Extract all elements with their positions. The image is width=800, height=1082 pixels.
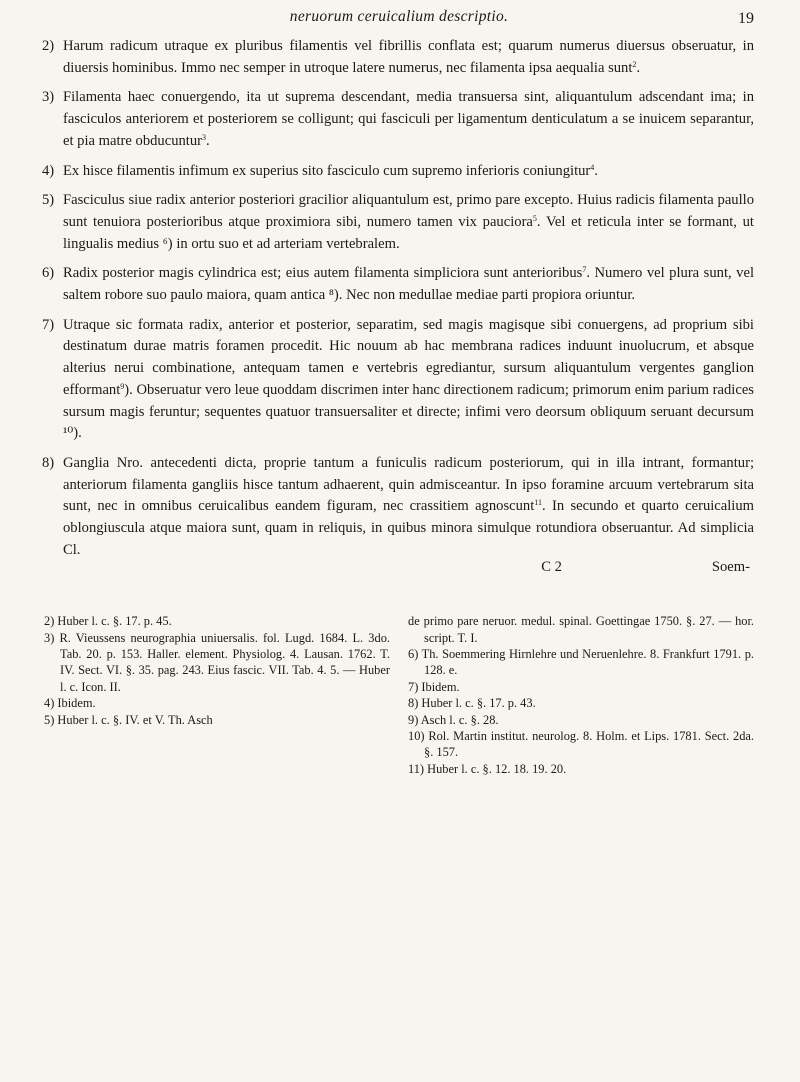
paragraph-tail: . — [636, 59, 641, 76]
footnote: 7) Ibidem. — [408, 679, 460, 694]
page-header — [44, 8, 754, 36]
footnote: 2) Huber l. c. §. 17. p. 45. — [44, 614, 172, 629]
signature-mark: C 2 — [541, 559, 562, 576]
footnote-ref: 2 — [632, 59, 637, 69]
paragraph-number: 7) — [42, 316, 55, 333]
paragraph-text: Ganglia Nro. antecedenti dicta, proprie tantum a funiculis radicum posteriorum, qui in illa intrant, formantur; anteriorum filamenta gangliis hisce tantum adhaerent, quin admisceantur. In ipso foramine arcuum vertebrarum sita sunt, nec in omnibus ceruicalibus eandem figuram, nec crassitiem agnoscunt — [63, 454, 754, 515]
footnote: 10) Rol. Martin institut. neurolog. 8. Holm. et Lips. 1781. Sect. 2da. §. 157. — [408, 729, 754, 760]
paragraph-5 — [44, 190, 754, 255]
paragraph-3 — [44, 87, 754, 152]
paragraph-tail: . Vel et reticula inter se formant, ut lingualis medius ⁶) in ortu suo et ad arteriam vertebralem. — [63, 213, 754, 252]
main-text — [44, 36, 754, 579]
paragraph-7 — [44, 315, 754, 445]
footnote-ref: 7 — [582, 265, 587, 275]
paragraph-8 — [44, 453, 754, 562]
paragraph-text: Radix posterior magis cylindrica est; eius autem filamenta simpliciora sunt anterioribus — [63, 265, 583, 282]
paragraph-number: 3) — [42, 89, 55, 106]
footnote-ref: 9 — [120, 381, 125, 391]
footnote-ref: 5 — [532, 213, 537, 223]
paragraph-text: Filamenta haec conuergendo, ita ut suprema descendant, media transuersa sint, aliquantulum adscendant ima; in fasciculos anteriorem et posteriorem se colligunt; qui fasciculi per ligamentum denticulatum a se inuicem separantur, et pia matre obducuntur — [63, 89, 754, 149]
paragraph-number: 4) — [42, 162, 55, 179]
paragraph-4 — [44, 161, 754, 183]
footnote-ref: 3 — [202, 132, 206, 142]
footnote: 9) Asch l. c. §. 28. — [408, 712, 499, 727]
footnote: 5) Huber l. c. §. IV. et V. Th. Asch — [44, 712, 213, 727]
footnote: 11) Huber l. c. §. 12. 18. 19. 20. — [408, 761, 567, 776]
footnote: 4) Ibidem. — [44, 696, 96, 711]
footnote: de primo pare neruor. medul. spinal. Goettingae 1750. §. 27. — hor. script. T. I. — [408, 614, 754, 645]
paragraph-text: Harum radicum utraque ex pluribus filamentis vel fibrillis conflata est; quarum numerus diuersus obseruatur, in diuersis hominibus. Immo nec semper in utroque latere numerus, nec filamenta ipsa aequalia sunt — [63, 38, 754, 76]
footnote-ref: 4 — [590, 162, 595, 172]
paragraph-tail: . In secundo et quarto ceruicalium oblongiuscula atque maiora sunt, quam in reliquis, in quibus minora simulque rotundiora obseruantur. Ad simplicia Cl. — [63, 498, 755, 558]
paragraph-tail: . — [594, 162, 598, 179]
paragraph-text: Fasciculus siue radix anterior posteriori gracilior aliquantulum est, primo pare excepto. Huius radicis filamenta paullo sunt tenuiora posterioribus atque proximiora sibi, numero tamen vix pauciora — [63, 192, 754, 230]
catchword: Soem- — [711, 559, 750, 576]
paragraph-6 — [44, 263, 754, 306]
paragraph-text: Ex hisce filamentis infimum ex superius sito fasciculo cum supremo inferioris coniungitur — [63, 162, 591, 179]
paragraph-number: 5) — [42, 192, 55, 209]
footnote: 8) Huber l. c. §. 17. p. 43. — [408, 696, 536, 711]
page-number: 19 — [738, 10, 754, 27]
paragraph-tail: . Numero vel plura sunt, vel saltem robore suo paulo maiora, quam antica ⁸). Nec non medullae mediae parti propiora oriuntur. — [63, 265, 754, 304]
footnotes-left-column — [44, 613, 390, 777]
running-title: neruorum ceruicalium descriptio. — [289, 8, 509, 25]
paragraph-number: 6) — [42, 265, 55, 282]
paragraph-number: 2) — [42, 38, 55, 54]
footnotes-right-column — [408, 613, 754, 777]
paragraph-number: 8) — [42, 454, 55, 471]
footnote-ref: 11 — [534, 498, 542, 508]
paragraph-2 — [44, 36, 754, 79]
paragraph-tail: ). Obseruatur vero leue quoddam discrimen inter hanc directionem radicum; primorum enim parium radices sursum magis feruntur; sequentes quatuor transuersaliter et directe; infimi vero deorsum obliquum seruant decursum ¹⁰). — [63, 381, 754, 442]
footnote: 6) Th. Soemmering Hirnlehre und Neruenlehre. 8. Frankfurt 1791. p. 128. e. — [408, 646, 754, 678]
footnotes — [44, 613, 754, 777]
paragraph-text: Utraque sic formata radix, anterior et posterior, separatim, sed magis magisque sibi conuergens, ad proprium sibi destinatum durae matris foramen procedit. Hic nouum ab hac membrana radices induunt inuolucrum, et absque alterius nerui combinatione, antequam tamen e vertebris egrediantur, sursum aliquantulum vergentes ganglion efformant — [63, 316, 754, 398]
footnote: 3) R. Vieussens neurographia uniuersalis. fol. Lugd. 1684. L. 3do. Tab. 20. p. 153. Haller. element. Physiolog. 4. Lausan. 1762. T. IV. Sect. VI. §. 35. pag. 243. Eius fascic. VII. Tab. 4. 5. — Huber l. c. Icon. II. — [44, 630, 390, 694]
paragraph-tail: . — [206, 132, 210, 149]
